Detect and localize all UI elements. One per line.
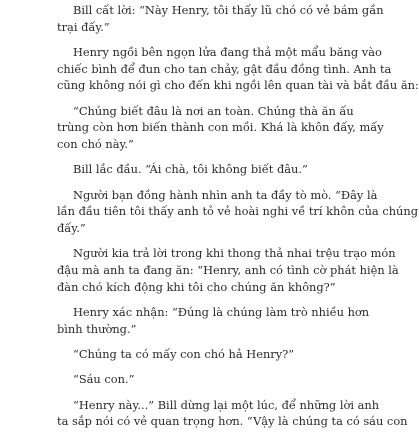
- text-line: Henry ngồi bên ngọn lửa đang thả một mẩu băng vào: [73, 45, 382, 59]
- text-line: ta sắp nói có vẻ quan trọng hơn. “Vậy là chúng ta có sáu con: [57, 414, 408, 429]
- text-line: trùng còn hơn biến thành con mồi. Khá là khôn đấy, mấy: [57, 120, 384, 135]
- paragraph: [57, 397, 408, 430]
- text-line: Bill cất lời: “Này Henry, tôi thấy lũ chó có vẻ bám gần: [73, 3, 384, 17]
- text-line: lần đầu tiên tôi thấy anh tỏ vẻ hoài nghi về trí khôn của chúng: [57, 204, 418, 219]
- paragraph: [57, 346, 368, 363]
- text-line: “Sáu con.”: [73, 372, 135, 387]
- text-line: bình thường.”: [57, 321, 137, 336]
- paragraph: [57, 187, 418, 237]
- text-line: đấy.”: [57, 221, 86, 236]
- text-line: “Chúng ta có mấy con chó hả Henry?”: [73, 347, 295, 362]
- text-line: con chó này.”: [57, 137, 134, 152]
- text-line: chiếc bình để đun cho tan chảy, gật đầu đồng tình. Anh ta: [57, 61, 392, 76]
- paragraph: [57, 161, 368, 178]
- text-line: “Henry này...” Bill dừng lại một lúc, để những lời anh: [73, 397, 380, 412]
- paragraph: [57, 245, 399, 295]
- paragraph: [57, 44, 419, 94]
- text-line: cũng không nói gì cho đến khi ngồi lên quan tài và bắt đầu ăn:: [57, 78, 419, 93]
- paragraph: [57, 371, 368, 388]
- paragraph: [57, 103, 384, 153]
- text-line: đậu mà anh ta đang ăn: “Henry, anh có tình cờ phát hiện là: [57, 263, 399, 278]
- text-line: đàn chó kích động khi tôi cho chúng ăn không?”: [57, 279, 336, 294]
- text-line: Bill lắc đầu. “Ái chà, tôi không biết đâu.”: [73, 162, 308, 177]
- text-line: Henry xác nhận: “Đúng là chúng làm trò nhiều hơn: [73, 305, 370, 320]
- text-line: Người bạn đồng hành nhìn anh ta đầy tò mò. “Đây là: [73, 187, 378, 202]
- text-line: trại đấy.”: [57, 19, 110, 34]
- paragraph: [57, 304, 368, 337]
- paragraph: [57, 2, 384, 35]
- text-line: Người kia trả lời trong khi thong thả nhai trệu trạo món: [73, 246, 396, 261]
- text-line: “Chúng biết đâu là nơi an toàn. Chúng thà ăn ấu: [73, 103, 354, 118]
- body-text: [57, 2, 419, 439]
